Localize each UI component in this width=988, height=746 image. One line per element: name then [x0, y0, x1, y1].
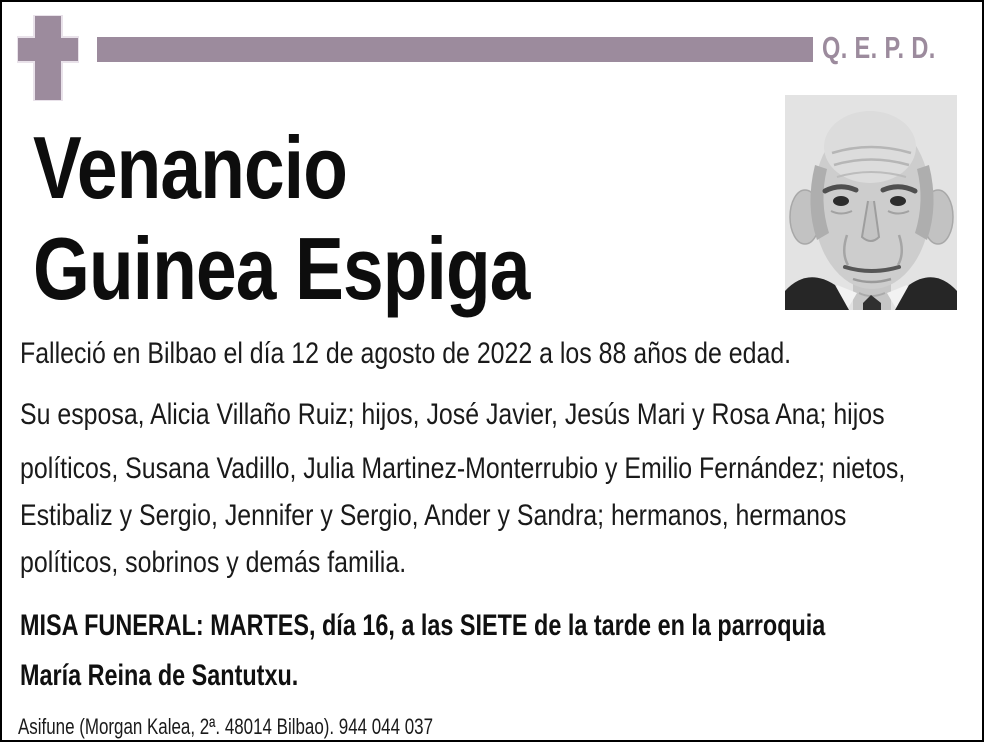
- deceased-last-names: Guinea Espiga: [33, 219, 530, 318]
- header-bar: [97, 37, 813, 62]
- funeral-line: María Reina de Santutxu.: [20, 659, 299, 692]
- memorial-cross-icon: [17, 15, 79, 101]
- portrait-photo: [785, 95, 957, 310]
- family-line: Estibaliz y Sergio, Jennifer y Sergio, Ander y Sandra; hermanos, hermanos: [20, 499, 847, 532]
- family-line: Su esposa, Alicia Villaño Ruiz; hijos, José Javier, Jesús Mari y Rosa Ana; hijos: [20, 398, 885, 431]
- deceased-first-name: Venancio: [33, 118, 348, 217]
- funeral-home-line: Asifune (Morgan Kalea, 2ª. 48014 Bilbao). 944 044 037: [18, 714, 434, 739]
- death-line: Falleció en Bilbao el día 12 de agosto de 2022 a los 88 años de edad.: [20, 337, 792, 370]
- funeral-line: MISA FUNERAL: MARTES, día 16, a las SIETE de la tarde en la parroquia: [20, 609, 826, 642]
- deceased-name: [33, 117, 631, 319]
- qepd-label: Q. E. P. D.: [822, 30, 936, 65]
- family-line: políticos, sobrinos y demás familia.: [20, 546, 407, 579]
- family-line: políticos, Susana Vadillo, Julia Martinez-Monterrubio y Emilio Fernández; nietos,: [20, 452, 906, 485]
